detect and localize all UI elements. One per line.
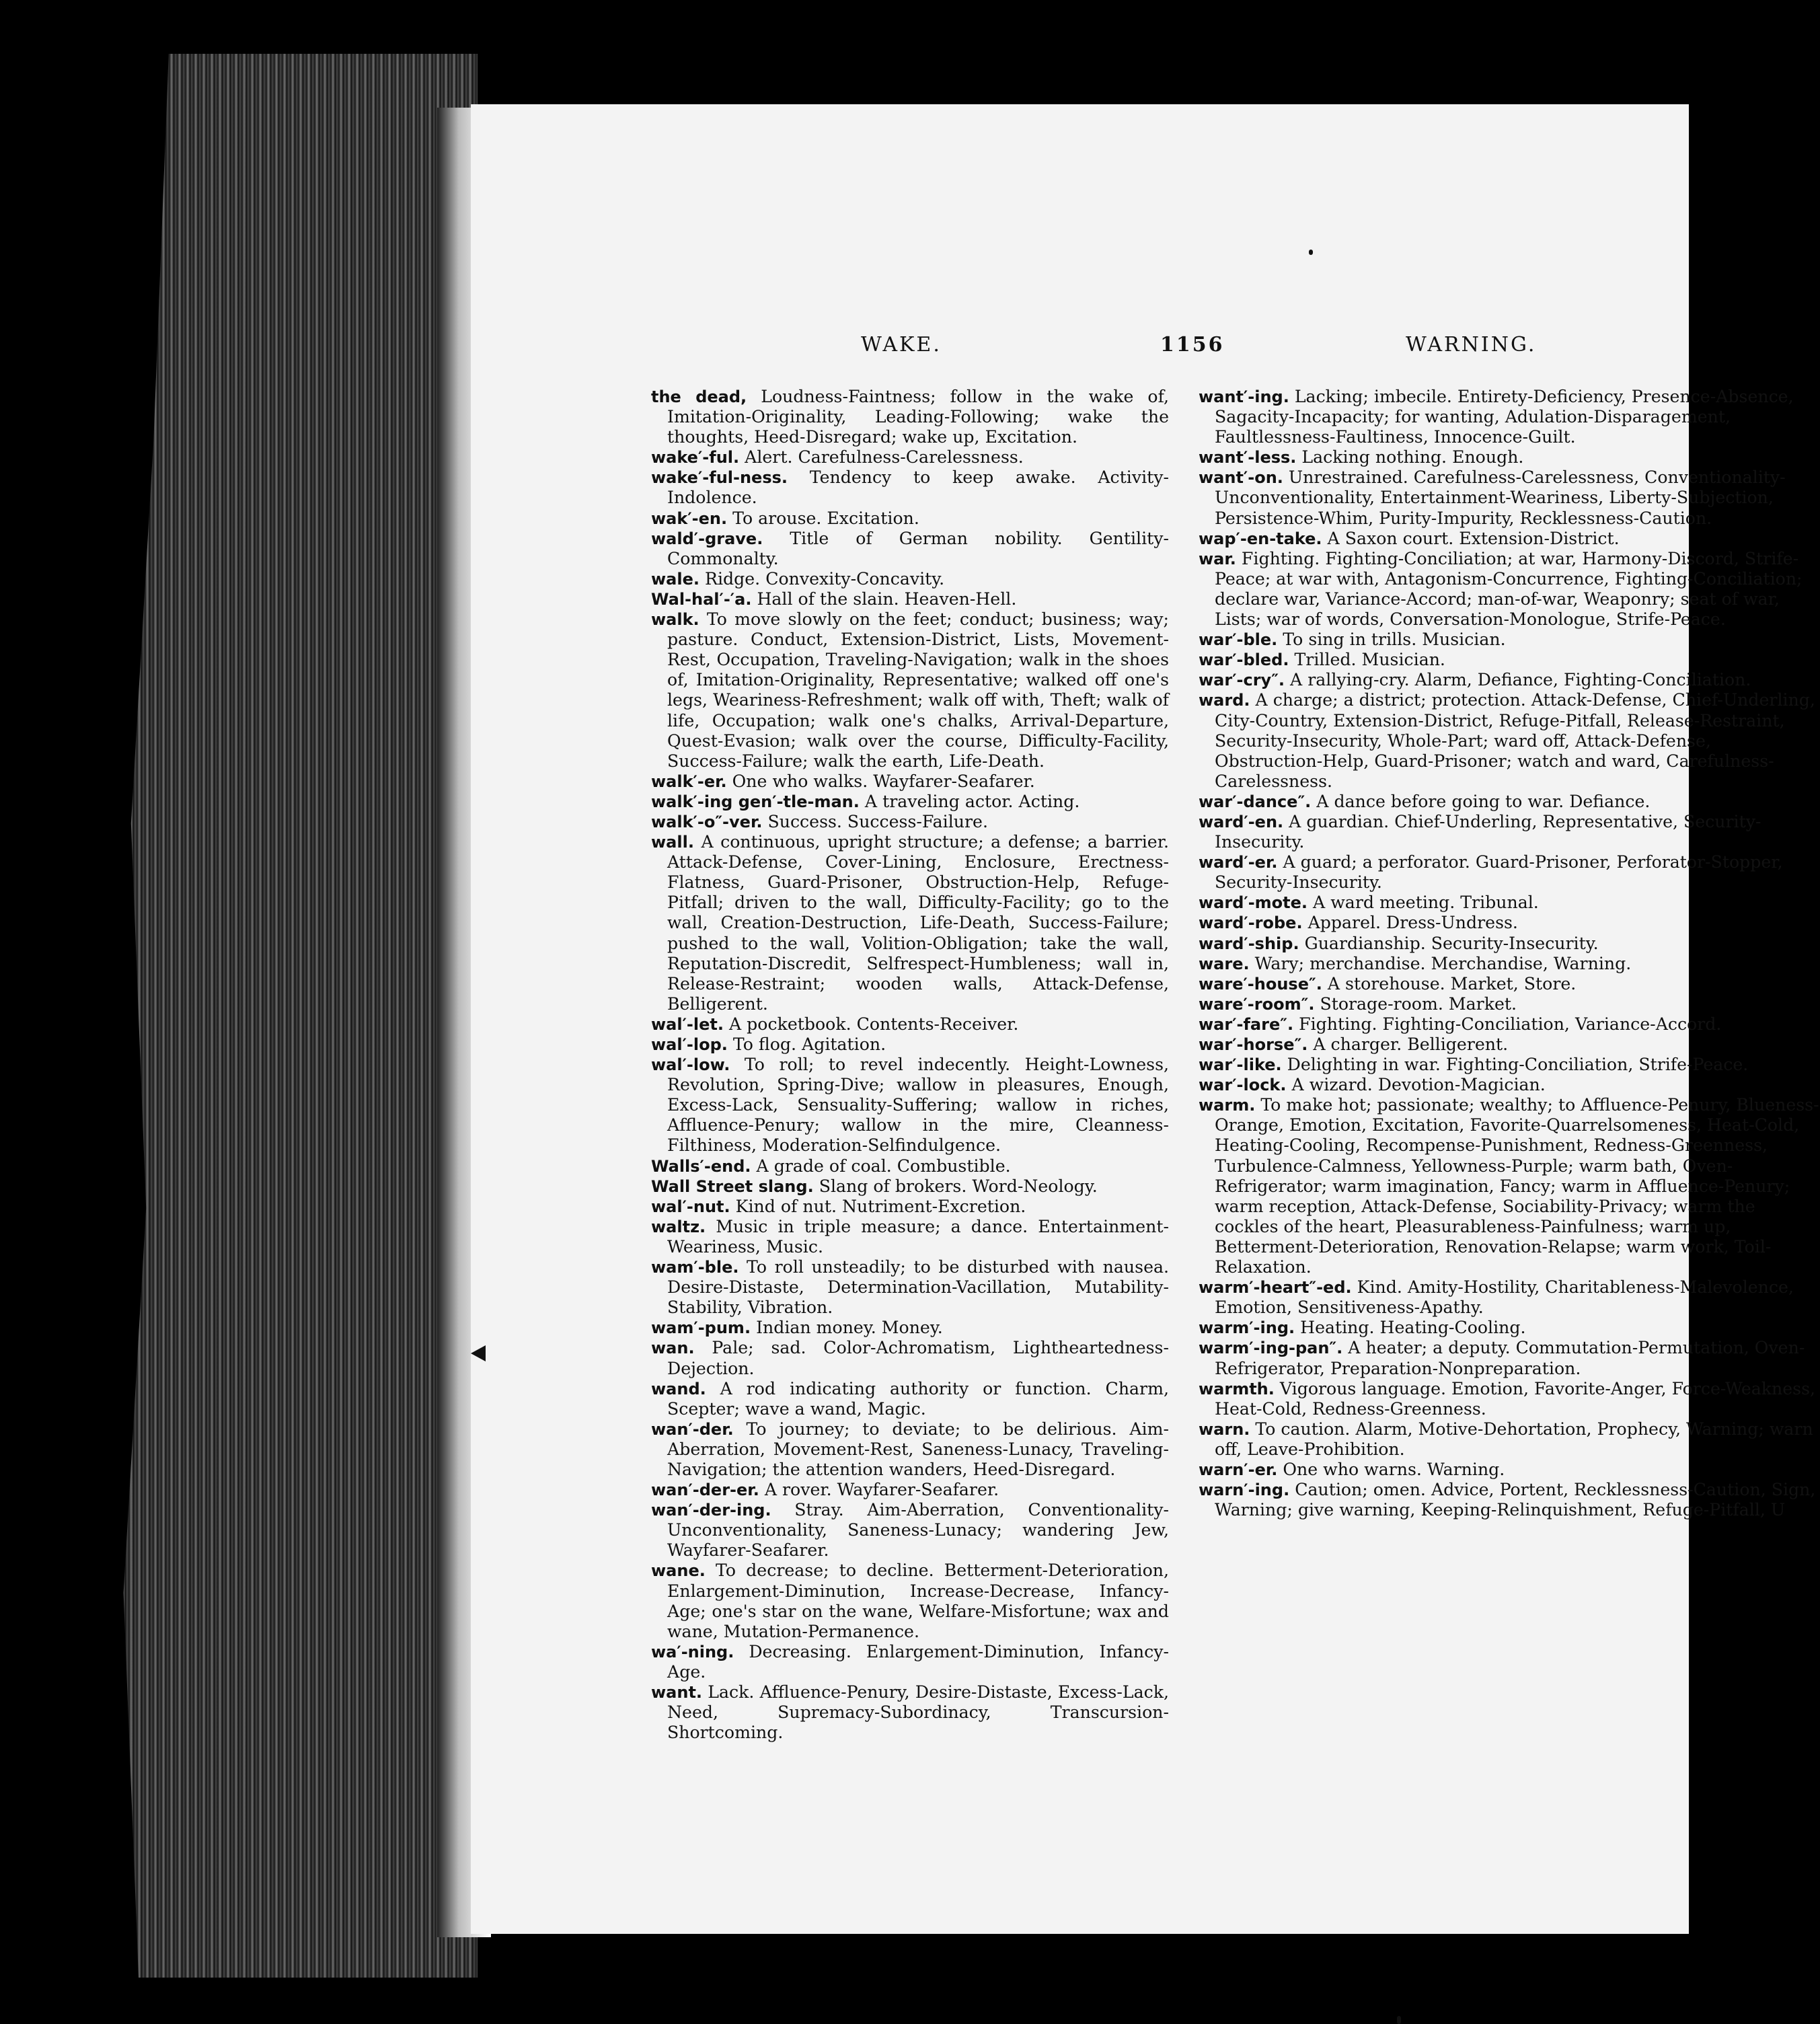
dictionary-entry xyxy=(651,609,1169,772)
entry-definition: A guardian. Chief-Underling, Representative, Security-Insecurity. xyxy=(1215,811,1761,852)
dictionary-entry xyxy=(651,772,1169,792)
dictionary-entry xyxy=(1199,1460,1820,1480)
entry-definition: Wary; merchandise. Merchandise, Warning. xyxy=(1249,953,1632,973)
entry-headword: ward′-mote. xyxy=(1199,893,1308,913)
entry-definition: Heating. Heating-Cooling. xyxy=(1295,1318,1526,1338)
dictionary-entry xyxy=(1199,549,1820,630)
entry-headword: wal′-let. xyxy=(651,1014,724,1034)
entry-definition: Fighting. Fighting-Conciliation; at war, Harmony-Discord, Strife-Peace; at war with, Antagonism-Concurrence, Fighting-Conciliation; declare war, Variance-Accord; man-of-war, Weaponry; seat of war, Lists; war of words, Conversation-Monologue, Strife-Peace. xyxy=(1215,548,1803,630)
entry-headword: ward′-robe. xyxy=(1199,913,1303,933)
entry-definition: Success. Success-Failure. xyxy=(762,811,988,831)
dictionary-entry xyxy=(1199,1035,1820,1055)
entry-headword: warn′-ing. xyxy=(1199,1480,1290,1500)
dictionary-entry xyxy=(1199,1480,1820,1520)
entry-definition: To journey; to deviate; to be delirious. Aim-Aberration, Movement-Rest, Saneness-Lunacy, Traveling-Navigation; the attention wanders, Heed-Disregard. xyxy=(667,1419,1169,1479)
entry-definition: One who warns. Warning. xyxy=(1277,1459,1505,1479)
entry-headword: ware′-house″. xyxy=(1199,974,1322,994)
page-tab-marker xyxy=(471,1345,486,1361)
entry-definition: Pale; sad. Color-Achromatism, Lightheartedness-Dejection. xyxy=(667,1338,1169,1378)
entry-headword: warm′-ing. xyxy=(1199,1318,1295,1338)
dictionary-entry xyxy=(1199,1075,1820,1095)
entry-headword: want′-ing. xyxy=(1199,387,1289,406)
entry-definition: To roll; to revel indecently. Height-Lowness, Revolution, Spring-Dive; wallow in pleasures, Enough, Excess-Lack, Sensuality-Suffering; wallow in riches, Affluence-Penury; wallow in the mire, Cleanness-Filthiness, Moderation-Selfindulgence. xyxy=(667,1055,1169,1156)
entry-headword: ware′-room″. xyxy=(1199,994,1315,1014)
entry-headword: war′-ble. xyxy=(1199,630,1278,650)
entry-definition: To flog. Agitation. xyxy=(727,1035,886,1054)
dictionary-entry xyxy=(1199,1277,1820,1318)
dictionary-entry xyxy=(651,1561,1169,1641)
entry-headword: wake′-ful-ness. xyxy=(651,468,788,488)
dictionary-entry xyxy=(1199,1014,1820,1035)
entry-definition: Indian money. Money. xyxy=(751,1318,943,1338)
entry-definition: Tendency to keep awake. Activity-Indolence. xyxy=(667,467,1169,508)
dictionary-entry xyxy=(1199,467,1820,528)
dictionary-entry xyxy=(651,1156,1169,1176)
dictionary-entry xyxy=(1199,1419,1820,1460)
left-column xyxy=(651,387,1169,1743)
entry-headword: wald′-grave. xyxy=(651,529,763,548)
entry-headword: wall. xyxy=(651,833,694,852)
entry-headword: wan′-der-ing. xyxy=(651,1501,771,1520)
entry-headword: wan′-der-er. xyxy=(651,1480,759,1500)
entry-definition: A rod indicating authority or function. Charm, Scepter; wave a wand, Magic. xyxy=(667,1378,1169,1419)
entry-definition: A dance before going to war. Defiance. xyxy=(1311,791,1651,811)
entry-headword: walk′-er. xyxy=(651,772,727,791)
entry-definition: A guard; a perforator. Guard-Prisoner, Perforator-Stopper, Security-Insecurity. xyxy=(1215,852,1783,893)
dictionary-entry xyxy=(651,1176,1169,1197)
right-column xyxy=(1199,387,1819,1520)
entry-definition: Vigorous language. Emotion, Favorite-Anger, Force-Weakness, Heat-Cold, Redness-Greenness. xyxy=(1215,1378,1816,1419)
dictionary-entry xyxy=(651,509,1169,529)
entry-definition: Fighting. Fighting-Conciliation, Variance-Accord. xyxy=(1293,1014,1722,1034)
dictionary-entry xyxy=(1199,812,1820,852)
dictionary-entry xyxy=(1199,447,1820,467)
entry-headword: warm. xyxy=(1199,1096,1256,1115)
entry-headword: war′-fare″. xyxy=(1199,1014,1294,1034)
dictionary-page xyxy=(471,104,1819,1934)
entry-headword: warn. xyxy=(1199,1419,1250,1439)
entry-definition: Title of German nobility. Gentility-Commonalty. xyxy=(667,528,1169,568)
entry-definition: A rover. Wayfarer-Seafarer. xyxy=(759,1480,999,1500)
dictionary-entry xyxy=(651,1055,1169,1156)
entry-headword: wake′-ful. xyxy=(651,448,740,467)
entry-headword: wale. xyxy=(651,569,699,589)
entry-headword: ward′-ship. xyxy=(1199,934,1299,953)
entry-headword: ward′-en. xyxy=(1199,812,1284,831)
entry-definition: Ridge. Convexity-Concavity. xyxy=(699,568,945,589)
entry-definition: A grade of coal. Combustible. xyxy=(751,1156,1011,1176)
entry-definition: Caution; omen. Advice, Portent, Recklessness-Caution, Sign, Warning; give warning, Keeping-Relinquishment, Refuge-Pitfall, U xyxy=(1215,1480,1816,1520)
entry-headword: walk′-o″-ver. xyxy=(651,812,763,831)
dictionary-entry xyxy=(1199,1095,1820,1277)
entry-definition: Kind of nut. Nutriment-Excretion. xyxy=(730,1196,1026,1216)
entry-definition: To arouse. Excitation. xyxy=(727,508,919,528)
entry-definition: Trilled. Musician. xyxy=(1289,650,1445,670)
entry-headword: war′-bled. xyxy=(1199,650,1289,670)
entry-definition: A pocketbook. Contents-Receiver. xyxy=(723,1014,1019,1034)
entry-headword: waltz. xyxy=(651,1217,706,1236)
ink-speck xyxy=(1397,2016,1401,2024)
page-number: 1156 xyxy=(1160,333,1225,357)
entry-definition: To sing in trills. Musician. xyxy=(1277,630,1506,650)
entry-headword: wal′-low. xyxy=(651,1055,730,1075)
entry-headword: wal′-nut. xyxy=(651,1197,730,1216)
entry-definition: A ward meeting. Tribunal. xyxy=(1307,893,1539,913)
dictionary-entry xyxy=(651,569,1169,589)
dictionary-entry xyxy=(651,832,1169,1014)
dictionary-entry xyxy=(1199,852,1820,893)
entry-definition: Hall of the slain. Heaven-Hell. xyxy=(751,589,1017,609)
dictionary-entry xyxy=(651,589,1169,609)
dictionary-entry xyxy=(651,812,1169,832)
dictionary-entry xyxy=(651,1197,1169,1217)
dictionary-entry xyxy=(1199,670,1820,690)
dictionary-entry xyxy=(651,1014,1169,1035)
dictionary-entry xyxy=(651,1257,1169,1318)
dictionary-entry xyxy=(651,529,1169,569)
entry-headword: Wall Street slang. xyxy=(651,1176,814,1196)
entry-definition: To decrease; to decline. Betterment-Deterioration, Enlargement-Diminution, Increase-Decrease, Infancy-Age; one's star on the wane, Welfare-Misfortune; wax and wane, Mutation-Permanence. xyxy=(667,1561,1169,1641)
entry-headword: want. xyxy=(651,1683,703,1702)
dictionary-entry xyxy=(651,792,1169,812)
dictionary-entry xyxy=(651,1480,1169,1500)
entry-headword: walk. xyxy=(651,610,699,630)
entry-definition: Delighting in war. Fighting-Conciliation, Strife-Peace. xyxy=(1281,1055,1749,1075)
dictionary-entry xyxy=(1199,1338,1820,1378)
dictionary-entry xyxy=(1199,650,1820,670)
entry-definition: Kind. Amity-Hostility, Charitableness-Malevolence, Emotion, Sensitiveness-Apathy. xyxy=(1215,1277,1794,1318)
entry-headword: Walls′-end. xyxy=(651,1156,751,1176)
entry-headword: war. xyxy=(1199,549,1236,568)
entry-headword: wane. xyxy=(651,1561,706,1581)
entry-definition: Lacking; imbecile. Entirety-Deficiency, Presence-Absence, Sagacity-Incapacity; for wanting, Adulation-Disparagement, Faultlessness-Faultiness, Innocence-Guilt. xyxy=(1215,387,1794,447)
dictionary-entry xyxy=(651,1035,1169,1055)
entry-definition: A rallying-cry. Alarm, Defiance, Fighting-Conciliation. xyxy=(1285,670,1751,690)
entry-definition: To move slowly on the feet; conduct; business; way; pasture. Conduct, Extension-District, Lists, Movement-Rest, Occupation, Traveling-Navigation; walk in the shoes of, Imitation-Originality, Representative; walked off one's legs, Weariness-Refreshment; walk off with, Theft; walk of life, Occupation; walk one's chalks, Arrival-Departure, Quest-Evasion; walk over the course, Difficulty-Facility, Success-Failure; walk the earth, Life-Death. xyxy=(667,609,1169,771)
entry-headword: war′-like. xyxy=(1199,1055,1282,1075)
entry-headword: wak′-en. xyxy=(651,509,728,528)
dictionary-entry xyxy=(1199,893,1820,913)
dictionary-entry xyxy=(651,387,1169,447)
entry-headword: ware. xyxy=(1199,954,1250,973)
entry-definition: To caution. Alarm, Motive-Dehortation, Prophecy, Warning; warn off, Leave-Prohibition. xyxy=(1215,1419,1813,1459)
entry-headword: wam′-pum. xyxy=(651,1318,751,1338)
entry-definition: A heater; a deputy. Commutation-Permutation, Oven-Refrigerator, Preparation-Nonpreparation. xyxy=(1215,1338,1805,1378)
entry-headword: Wal-hal′-′a. xyxy=(651,589,752,609)
dictionary-entry xyxy=(1199,954,1820,974)
entry-headword: warm′-ing-pan″. xyxy=(1199,1339,1343,1358)
entry-headword: the dead, xyxy=(651,387,747,406)
running-head xyxy=(471,333,1689,360)
dictionary-entry xyxy=(651,1419,1169,1480)
entry-headword: wap′-en-take. xyxy=(1199,529,1322,548)
entry-definition: Apparel. Dress-Undress. xyxy=(1302,913,1518,933)
entry-definition: A storehouse. Market, Store. xyxy=(1322,973,1577,994)
dictionary-entry xyxy=(651,1379,1169,1419)
entry-headword: war′-cry″. xyxy=(1199,671,1285,690)
entry-headword: war′-lock. xyxy=(1199,1076,1287,1095)
entry-definition: One who walks. Wayfarer-Seafarer. xyxy=(726,771,1035,791)
dictionary-entry xyxy=(651,1338,1169,1378)
entry-definition: To roll unsteadily; to be disturbed with nausea. Desire-Distaste, Determination-Vacillation, Mutability-Stability, Vibration. xyxy=(667,1257,1169,1318)
entry-definition: Music in triple measure; a dance. Entertainment-Weariness, Music. xyxy=(667,1216,1169,1257)
ink-speck xyxy=(1309,250,1313,255)
entry-definition: A traveling actor. Acting. xyxy=(859,791,1080,811)
entry-headword: want′-less. xyxy=(1199,448,1297,467)
dictionary-entry xyxy=(1199,934,1820,954)
entry-definition: Lack. Affluence-Penury, Desire-Distaste, Excess-Lack, Need, Supremacy-Subordinacy, Transcursion-Shortcoming. xyxy=(667,1682,1169,1743)
entry-headword: ward′-er. xyxy=(1199,853,1278,872)
entry-definition: Lacking nothing. Enough. xyxy=(1296,447,1524,467)
entry-definition: Alert. Carefulness-Carelessness. xyxy=(739,447,1024,467)
entry-headword: wand. xyxy=(651,1379,706,1398)
dictionary-entry xyxy=(1199,974,1820,994)
entry-headword: want′-on. xyxy=(1199,468,1283,488)
entry-headword: warm′-heart″-ed. xyxy=(1199,1278,1352,1298)
entry-headword: wa′-ning. xyxy=(651,1642,734,1661)
dictionary-entry xyxy=(651,1318,1169,1338)
dictionary-entry xyxy=(1199,1055,1820,1075)
entry-definition: Slang of brokers. Word-Neology. xyxy=(813,1176,1098,1196)
dictionary-entry xyxy=(651,1500,1169,1561)
dictionary-entry xyxy=(651,1682,1169,1743)
entry-headword: war′-horse″. xyxy=(1199,1035,1308,1054)
dictionary-entry xyxy=(651,467,1169,508)
entry-definition: Stray. Aim-Aberration, Conventionality-Unconventionality, Saneness-Lunacy; wandering Jew, Wayfarer-Seafarer. xyxy=(667,1500,1169,1561)
entry-definition: To make hot; passionate; wealthy; to Affluence-Penury, Blueness-Orange, Emotion, Excitation, Favorite-Quarrelsomeness, Heat-Cold, Heating-Cooling, Recompense-Punishment, Redness-Greenness, Turbulence-Calmness, Yellowness-Purple; warm bath, Oven-Refrigerator; warm imagination, Fancy; warm in Affluence-Penury; warm reception, Attack-Defense, Sociability-Privacy; warm the cockles of the heart, Pleasurableness-Painfulness; warm up, Betterment-Deterioration, Renovation-Relapse; warm work, Toil-Relaxation. xyxy=(1215,1095,1819,1277)
entry-headword: warmth. xyxy=(1199,1379,1275,1398)
dictionary-entry xyxy=(651,447,1169,467)
entry-definition: A charge; a district; protection. Attack-Defense, Chief-Underling, City-Country, Extension-District, Refuge-Pitfall, Release-Restraint, Security-Insecurity, Whole-Part; ward off, Attack-Defense, Obstruction-Help, Guard-Prisoner; watch and ward, Carefulness-Carelessness. xyxy=(1215,690,1815,791)
entry-definition: Unrestrained. Carefulness-Carelessness, Conventionality-Unconventionality, Entertainment-Weariness, Liberty-Subjection, Persistence-Whim, Purity-Impurity, Recklessness-Caution. xyxy=(1215,467,1786,528)
dictionary-entry xyxy=(651,1217,1169,1257)
dictionary-entry xyxy=(1199,1318,1820,1338)
entry-headword: walk′-ing gen′-tle-man. xyxy=(651,792,860,811)
running-head-right: WARNING. xyxy=(1406,333,1537,357)
entry-headword: wal′-lop. xyxy=(651,1035,728,1054)
dictionary-entry xyxy=(1199,792,1820,812)
dictionary-entry xyxy=(1199,913,1820,933)
entry-headword: wan′-der. xyxy=(651,1419,734,1439)
entry-definition: A wizard. Devotion-Magician. xyxy=(1286,1075,1546,1095)
dictionary-entry xyxy=(1199,529,1820,549)
entry-headword: wam′-ble. xyxy=(651,1258,739,1277)
dictionary-entry xyxy=(651,1642,1169,1682)
entry-definition: A charger. Belligerent. xyxy=(1307,1035,1509,1054)
dictionary-entry xyxy=(1199,1379,1820,1419)
entry-headword: wan. xyxy=(651,1339,695,1358)
entry-definition: Storage-room. Market. xyxy=(1314,994,1517,1014)
entry-definition: Loudness-Faintness; follow in the wake of, Imitation-Originality, Leading-Following; wake the thoughts, Heed-Disregard; wake up, Excitation. xyxy=(667,387,1169,447)
dictionary-entry xyxy=(1199,630,1820,650)
running-head-left: WAKE. xyxy=(861,333,942,357)
dictionary-entry xyxy=(1199,690,1820,791)
entry-definition: Decreasing. Enlargement-Diminution, Infancy-Age. xyxy=(667,1641,1169,1682)
entry-headword: ward. xyxy=(1199,691,1250,710)
entry-definition: A continuous, upright structure; a defense; a barrier. Attack-Defense, Cover-Lining, Enclosure, Erectness-Flatness, Guard-Prisoner, Obstruction-Help, Refuge-Pitfall; driven to the wall, Difficulty-Facility; go to the wall, Creation-Destruction, Life-Death, Success-Failure; pushed to the wall, Volition-Obligation; take the wall, Reputation-Discredit, Selfrespect-Humbleness; wall in, Release-Restraint; wooden walls, Attack-Defense, Belligerent. xyxy=(667,832,1169,1014)
dictionary-entry xyxy=(1199,994,1820,1014)
entry-headword: warn′-er. xyxy=(1199,1460,1278,1479)
dictionary-entry xyxy=(1199,387,1820,447)
book-page-edges xyxy=(101,54,478,1978)
entry-headword: war′-dance″. xyxy=(1199,792,1312,811)
entry-definition: A Saxon court. Extension-District. xyxy=(1322,528,1620,548)
entry-definition: Guardianship. Security-Insecurity. xyxy=(1299,933,1599,953)
